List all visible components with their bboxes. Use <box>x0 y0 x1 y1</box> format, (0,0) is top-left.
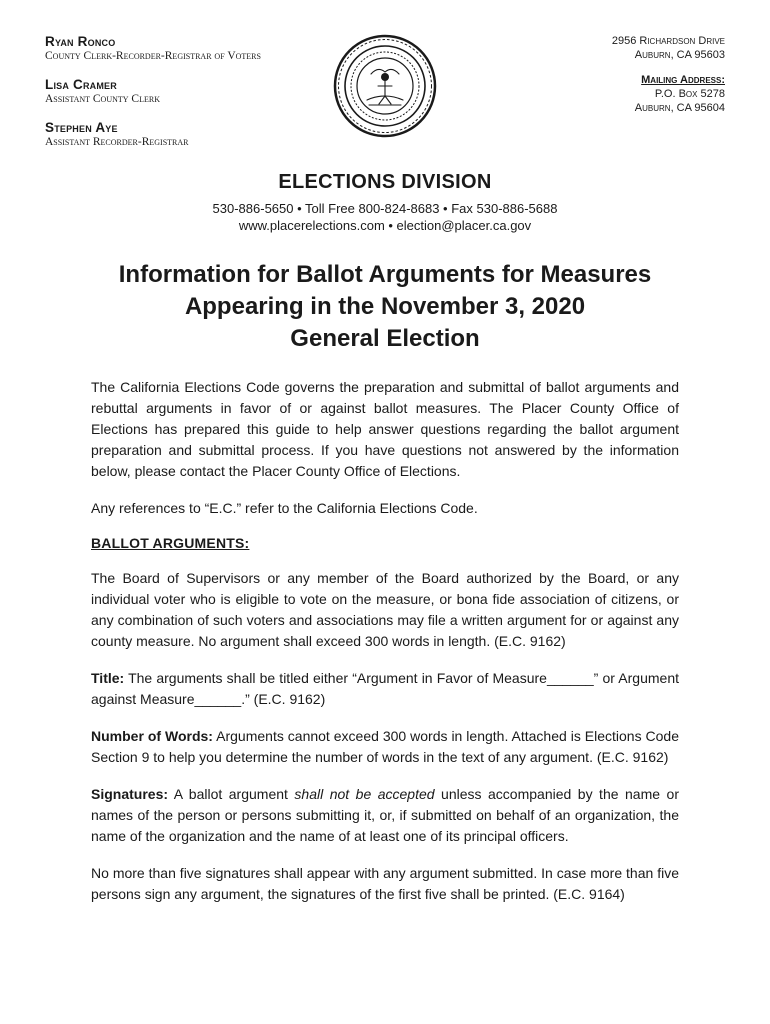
official-title: Assistant Recorder-Registrar <box>45 136 189 148</box>
document-title-line: Appearing in the November 3, 2020 <box>184 293 586 320</box>
letterhead <box>45 34 725 163</box>
official-name: Stephen Aye <box>45 120 118 135</box>
official-title: County Clerk-Recorder-Registrar of Voters <box>45 50 261 62</box>
address-line: 2956 Richardson Drive <box>611 35 725 47</box>
document-title-line: Information for Ballot Arguments for Measures <box>118 261 652 288</box>
title-text: The arguments shall be titled either “Argument in Favor of Measure______” or Argument against Measure______.” (E.C. 9162) <box>91 670 679 707</box>
number-of-words-text: Arguments cannot exceed 300 words in length. Attached is Elections Code Section 9 to help you determine the number of words in the text of any argument. (E.C. 9162) <box>91 728 679 765</box>
official-entry <box>45 34 330 62</box>
address-block <box>440 34 725 115</box>
signatures-label: Signatures: <box>91 786 169 802</box>
official-name: Ryan Ronco <box>45 34 116 49</box>
officials-block <box>45 34 330 163</box>
intro-paragraph: The California Elections Code governs the preparation and submittal of ballot arguments and rebuttal arguments in favor of or against ballot measures. The Placer County Office of Elections has prepared this guide to help answer questions regarding the ballot argument preparation and submittal process. If you have questions not answered by the information below, please contact the Placer County Office of Elections. <box>91 379 679 479</box>
division-web-line: www.placerelections.com • election@placer.ca.gov <box>238 218 532 233</box>
signatures-text-after: unless accompanied by the name or names of the person or persons submitting it, or, if submitted on behalf of an organization, the name of the organization and the name of at least one of its principal officers. <box>91 786 679 844</box>
address-line: Auburn, CA 95603 <box>634 49 725 61</box>
title-paragraph <box>91 668 679 710</box>
number-of-words-label: Number of Words: <box>91 728 213 744</box>
mailing-address-label: Mailing Address: <box>641 74 725 86</box>
county-seal-icon <box>330 34 440 138</box>
address-line: P.O. Box 5278 <box>654 88 725 100</box>
title-label: Title: <box>91 670 125 686</box>
document-body <box>45 355 725 905</box>
five-signatures-paragraph: No more than five signatures shall appear with any argument submitted. In case more than five persons sign any argument, the signatures of the first five shall be printed. (E.C. 9164) <box>91 865 679 902</box>
document-title <box>45 259 725 355</box>
signatures-text-before: A ballot argument <box>168 786 295 802</box>
number-of-words-paragraph <box>91 726 679 768</box>
ballot-arguments-heading: BALLOT ARGUMENTS: <box>91 535 250 551</box>
division-phone-line: 530-886-5650 • Toll Free 800-824-8683 • Fax 530-886-5688 <box>212 201 558 216</box>
division-title: ELECTIONS DIVISION <box>278 171 492 193</box>
official-entry <box>45 120 330 148</box>
signatures-paragraph <box>91 784 679 847</box>
address-line: Auburn, CA 95604 <box>634 102 725 114</box>
address-spacer <box>440 62 725 73</box>
division-block <box>45 171 725 234</box>
references-paragraph: Any references to “E.C.” refer to the California Elections Code. <box>91 500 478 516</box>
official-title: Assistant County Clerk <box>45 93 160 105</box>
official-name: Lisa Cramer <box>45 77 117 92</box>
document-title-line: General Election <box>290 325 480 352</box>
board-paragraph: The Board of Supervisors or any member of the Board authorized by the Board, or any individual voter who is eligible to vote on the measure, or bona fide association of citizens, or any combination of such voters and associations may file a written argument for or against any county measure. No argument shall exceed 300 words in length. (E.C. 9162) <box>91 570 679 649</box>
official-entry <box>45 77 330 105</box>
signatures-italic-phrase: shall not be accepted <box>294 786 435 802</box>
